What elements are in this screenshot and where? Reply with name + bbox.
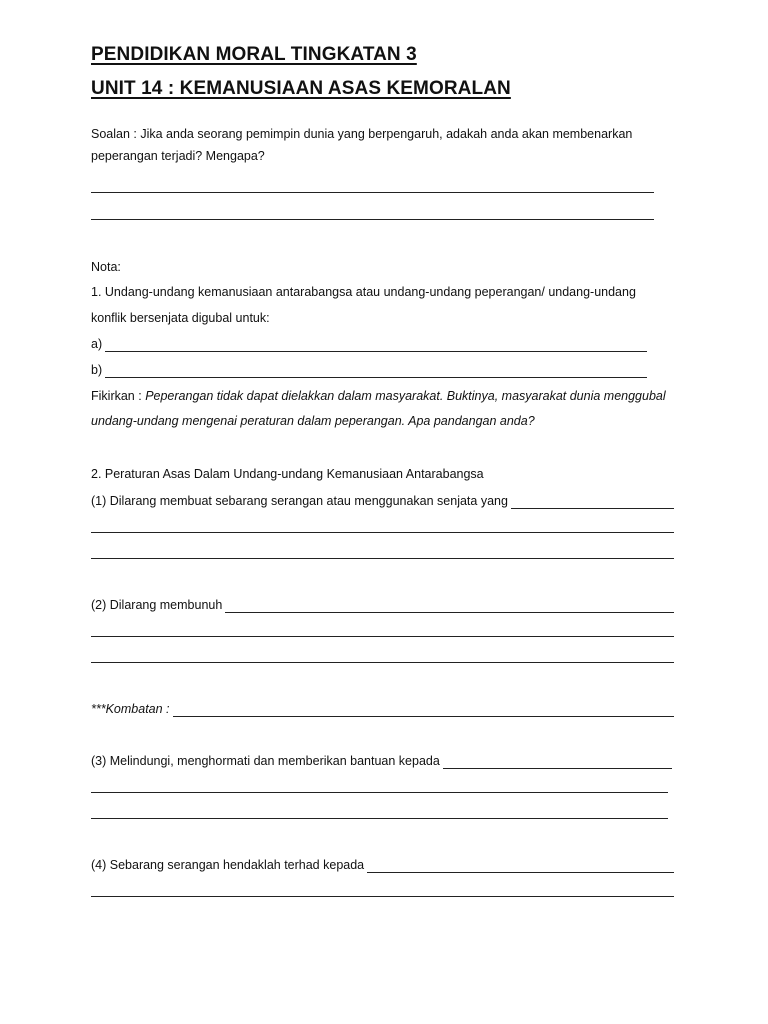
answer-line[interactable] [91,558,674,559]
option-b-answer-line[interactable] [105,365,647,378]
rule-2-text: (2) Dilarang membunuh [91,598,223,612]
option-a-answer-line[interactable] [105,339,647,352]
rule-2-answer-line[interactable] [225,600,674,613]
fikirkan-text: Peperangan tidak dapat dielakkan dalam masyarakat. Buktinya, masyarakat dunia menggubal [145,389,666,403]
rule-3-text: (3) Melindungi, menghormati dan memberikan bantuan kepada [91,754,440,768]
answer-line[interactable] [91,792,668,793]
kombatan-answer-line[interactable] [173,704,674,717]
answer-line[interactable] [91,219,654,220]
answer-line[interactable] [91,192,654,193]
rule-4-answer-line[interactable] [367,860,674,873]
answer-line[interactable] [91,896,674,897]
rule-1-row [91,493,674,509]
rule-1-answer-line[interactable] [511,496,674,509]
option-a-row [91,336,647,352]
answer-line[interactable] [91,818,668,819]
rule-4-text: (4) Sebarang serangan hendaklah terhad kepada [91,858,365,872]
rule-1-text: (1) Dilarang membuat sebarang serangan atau menggunakan senjata yang [91,494,508,508]
note-label: Nota: [91,260,121,274]
page-title: PENDIDIKAN MORAL TINGKATAN 3 [91,44,417,65]
question-line-2: peperangan terjadi? Mengapa? [91,149,265,163]
rule-3-row [91,753,672,769]
answer-line[interactable] [91,532,674,533]
rule-4-row [91,857,674,873]
option-a-label: a) [91,337,103,351]
answer-line[interactable] [91,636,674,637]
kombatan-label: ***Kombatan : [91,702,170,716]
option-b-row [91,362,647,378]
fikirkan-line-2: undang-undang mengenai peraturan dalam peperangan. Apa pandangan anda? [91,414,535,428]
note-item-1-line-2: konflik bersenjata digubal untuk: [91,311,270,325]
fikirkan-line-1 [91,388,666,404]
section-2-heading: 2. Peraturan Asas Dalam Undang-undang Kemanusiaan Antarabangsa [91,467,484,481]
answer-line[interactable] [91,662,674,663]
rule-3-answer-line[interactable] [443,756,672,769]
unit-title: UNIT 14 : KEMANUSIAAN ASAS KEMORALAN [91,78,511,99]
question-line-1: Soalan : Jika anda seorang pemimpin dunia yang berpengaruh, adakah anda akan membenarkan [91,127,633,141]
kombatan-row [91,701,674,717]
fikirkan-label: Fikirkan : [91,389,142,403]
option-b-label: b) [91,363,103,377]
rule-2-row [91,597,674,613]
note-item-1-line-1: 1. Undang-undang kemanusiaan antarabangsa atau undang-undang peperangan/ undang-undang [91,285,636,299]
